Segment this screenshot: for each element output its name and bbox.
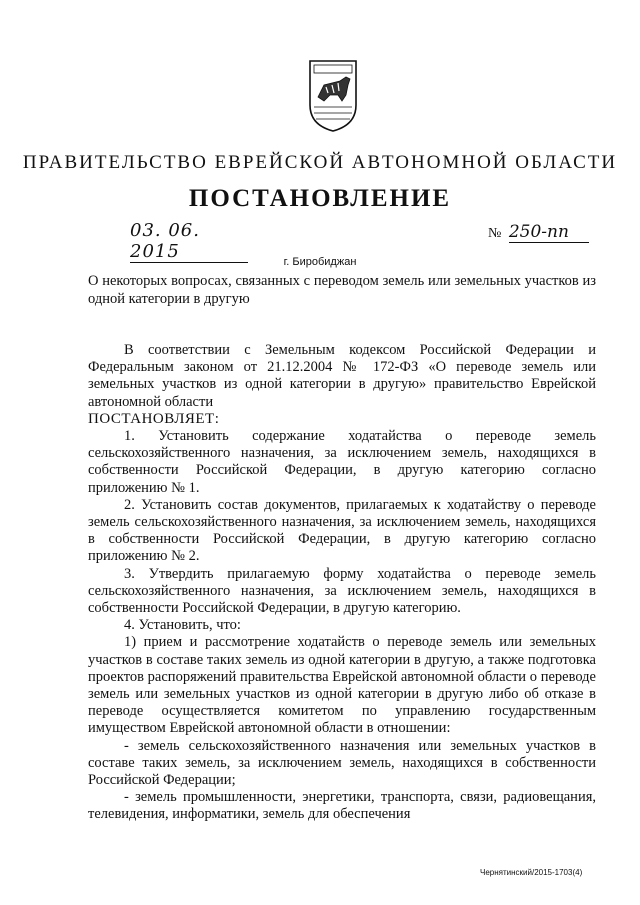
- decree-subject: О некоторых вопросах, связанных с переводом земель или земельных участков из одной категории в другую: [88, 273, 596, 307]
- item-3: 3. Утвердить прилагаемую форму ходатайства о переводе земель сельскохозяйственного назначения, за исключением земель, находящихся в собственности Российской Федерации, в другую категорию.: [88, 565, 596, 617]
- government-name: ПРАВИТЕЛЬСТВО ЕВРЕЙСКОЙ АВТОНОМНОЙ ОБЛАСТИ: [22, 152, 618, 173]
- decree-title: ПОСТАНОВЛЕНИЕ: [188, 185, 452, 212]
- item-4: 4. Установить, что:: [124, 617, 241, 634]
- coat-of-arms-emblem: [302, 55, 364, 133]
- number-prefix: №: [488, 226, 502, 241]
- item-4-1-b: - земель промышленности, энергетики, транспорта, связи, радиовещания, телевидения, информатики, земель для обеспечения: [88, 789, 596, 823]
- decree-body: [88, 342, 596, 824]
- item-1: 1. Установить содержание ходатайства о переводе земель сельскохозяйственного назначения, за исключением земель, находящихся в собственности Российской Федерации, в другую категорию согласно приложению № 1.: [88, 428, 596, 496]
- resolves-heading: ПОСТАНОВЛЯЕТ:: [88, 410, 220, 427]
- item-4-1: 1) прием и рассмотрение ходатайств о переводе земель или земельных участков в составе таких земель из одной категории в другую, а также подготовка проектов распоряжений правительства Еврейской автономной области о переводе земель или земельных участков из одной категории в другую либо об отказе в переводе осуществляется комитетом по управлению государственным имуществом Еврейской автономной области в отношении:: [88, 634, 596, 737]
- footer-code: Чернятинский/2015-1703(4): [480, 868, 583, 877]
- decree-date: 03. 06. 2015: [130, 220, 248, 263]
- item-2: 2. Установить состав документов, прилагаемых к ходатайству о переводе земель сельскохозяйственного назначения, за исключением земель, находящихся в собственности Российской Федерации, в другую категорию согласно приложению № 2.: [88, 496, 596, 565]
- item-4-1-a: - земель сельскохозяйственного назначения или земельных участков в составе таких земель, за исключением земель, находящихся в собственности Российской Федерации;: [88, 737, 596, 789]
- decree-number: [488, 222, 589, 243]
- preamble: В соответствии с Земельным кодексом Российской Федерации и Федеральным законом от 21.12.2004 № 172-ФЗ «О переводе земель или земельных участков из одной категории в другую» правительство Еврейской автономной области: [88, 342, 596, 410]
- city: г. Биробиджан: [283, 256, 357, 268]
- number-value: 250-пп: [509, 222, 589, 243]
